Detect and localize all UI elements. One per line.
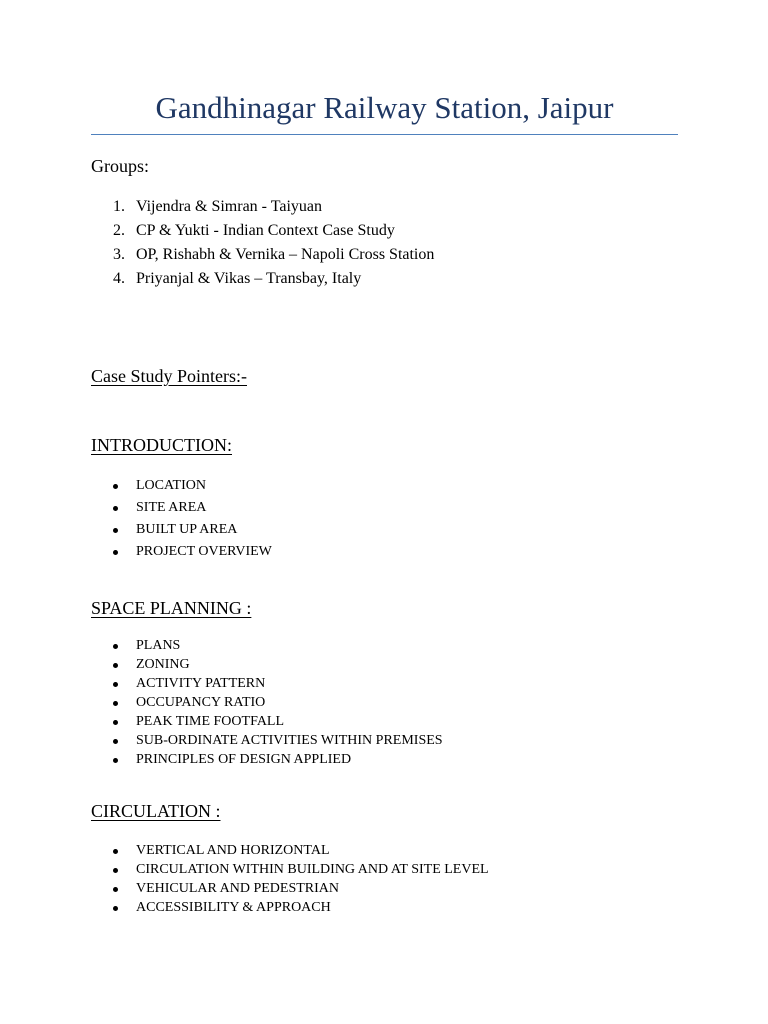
- list-item: [91, 750, 443, 769]
- list-number: 4.: [113, 270, 125, 287]
- bullet-icon: [113, 701, 118, 706]
- groups-label: Groups:: [91, 156, 149, 176]
- group-item-text: Vijendra & Simran - Taiyuan: [136, 198, 323, 215]
- bullet-icon: [113, 887, 118, 892]
- section-heading-circulation: CIRCULATION :: [91, 801, 221, 821]
- list-item-text: ACTIVITY PATTERN: [136, 676, 266, 691]
- list-item-text: LOCATION: [136, 478, 206, 493]
- list-number: 1.: [113, 198, 125, 215]
- group-item: [91, 221, 434, 245]
- list-item: [91, 731, 443, 750]
- list-item-text: VERTICAL AND HORIZONTAL: [136, 843, 330, 858]
- list-item: [91, 476, 272, 498]
- bullet-icon: [113, 906, 118, 911]
- list-item: [91, 674, 443, 693]
- group-item-text: OP, Rishabh & Vernika – Napoli Cross Station: [136, 246, 435, 263]
- space-planning-list: [91, 636, 443, 769]
- list-item: [91, 655, 443, 674]
- list-item: [91, 879, 489, 898]
- list-item-text: PEAK TIME FOOTFALL: [136, 714, 285, 729]
- group-item-text: CP & Yukti - Indian Context Case Study: [136, 222, 395, 239]
- group-item-text: Priyanjal & Vikas – Transbay, Italy: [136, 270, 362, 287]
- bullet-icon: [113, 849, 118, 854]
- group-item: [91, 197, 434, 221]
- list-item: [91, 841, 489, 860]
- introduction-list: [91, 476, 272, 564]
- list-item-text: CIRCULATION WITHIN BUILDING AND AT SITE LEVEL: [136, 862, 489, 877]
- list-item-text: OCCUPANCY RATIO: [136, 695, 266, 710]
- section-heading-introduction: INTRODUCTION:: [91, 435, 232, 455]
- bullet-icon: [113, 682, 118, 687]
- list-item-text: SUB-ORDINATE ACTIVITIES WITHIN PREMISES: [136, 733, 443, 748]
- title-underline-rule: [91, 134, 678, 135]
- list-item: [91, 898, 489, 917]
- bullet-icon: [113, 868, 118, 873]
- circulation-list: [91, 841, 489, 917]
- document-title: Gandhinagar Railway Station, Jaipur: [155, 90, 614, 125]
- case-study-heading: Case Study Pointers:-: [91, 366, 247, 386]
- bullet-icon: [113, 739, 118, 744]
- group-item: [91, 269, 434, 293]
- list-item: [91, 520, 272, 542]
- bullet-icon: [113, 758, 118, 763]
- bullet-icon: [113, 528, 118, 533]
- bullet-icon: [113, 506, 118, 511]
- list-item: [91, 860, 489, 879]
- list-item: [91, 712, 443, 731]
- bullet-icon: [113, 720, 118, 725]
- list-item: [91, 498, 272, 520]
- bullet-icon: [113, 644, 118, 649]
- list-item: [91, 542, 272, 564]
- list-item-text: ACCESSIBILITY & APPROACH: [136, 900, 331, 915]
- list-item-text: SITE AREA: [136, 500, 207, 515]
- bullet-icon: [113, 484, 118, 489]
- list-number: 3.: [113, 246, 125, 263]
- list-item-text: PLANS: [136, 638, 181, 653]
- section-heading-space-planning: SPACE PLANNING :: [91, 598, 252, 618]
- list-item-text: VEHICULAR AND PEDESTRIAN: [136, 881, 339, 896]
- bullet-icon: [113, 663, 118, 668]
- list-number: 2.: [113, 222, 125, 239]
- list-item-text: PROJECT OVERVIEW: [136, 544, 272, 559]
- list-item-text: BUILT UP AREA: [136, 522, 238, 537]
- list-item: [91, 636, 443, 655]
- groups-list: [91, 197, 434, 293]
- bullet-icon: [113, 550, 118, 555]
- group-item: [91, 245, 434, 269]
- list-item-text: ZONING: [136, 657, 190, 672]
- list-item-text: PRINCIPLES OF DESIGN APPLIED: [136, 752, 352, 767]
- list-item: [91, 693, 443, 712]
